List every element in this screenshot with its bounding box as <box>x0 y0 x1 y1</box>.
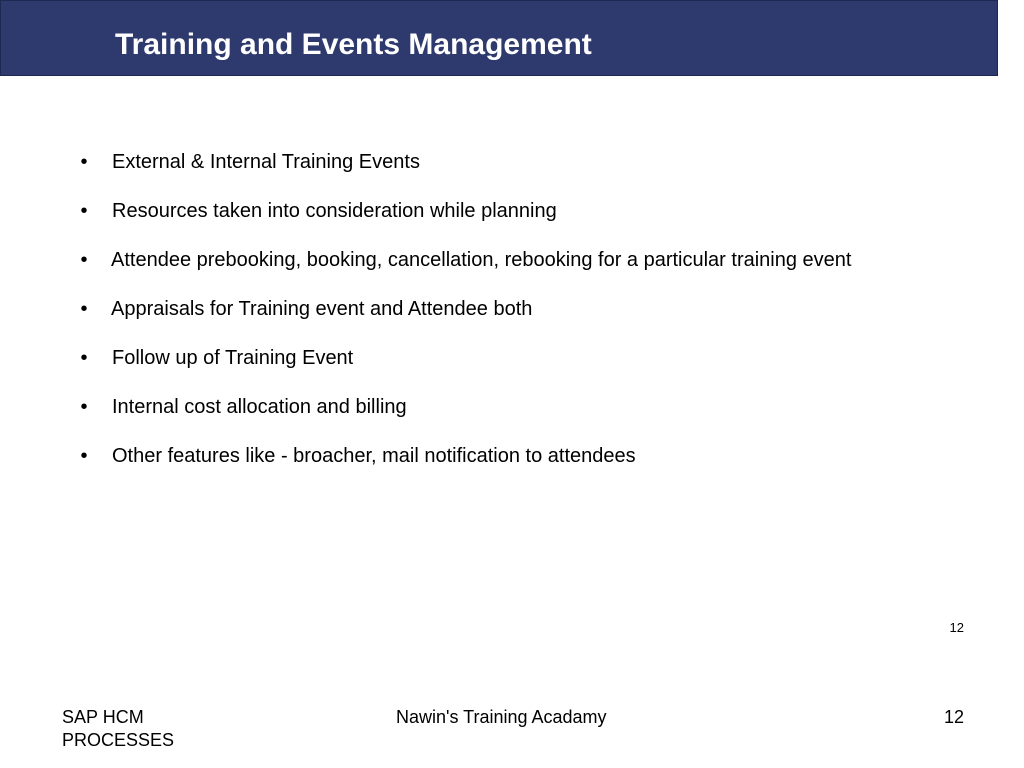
slide-number: 12 <box>949 620 964 635</box>
footer-page-number: 12 <box>943 707 964 727</box>
bullet-text: Resources taken into consideration while planning <box>112 200 557 222</box>
title-bar <box>0 0 998 76</box>
bullet-icon: • <box>80 151 88 173</box>
bullet-icon: • <box>80 396 88 418</box>
bullet-text: Other features like - broacher, mail notification to attendees <box>112 445 636 467</box>
bullet-icon: • <box>80 249 88 271</box>
bullet-text: External & Internal Training Events <box>112 151 420 173</box>
bullet-icon: • <box>80 298 88 320</box>
bullet-text: Follow up of Training Event <box>112 347 354 369</box>
bullet-icon: • <box>80 445 88 467</box>
bullet-icon: • <box>80 347 88 369</box>
footer-center-text: Nawin's Training Acadamy <box>396 707 607 727</box>
bullet-text: Attendee prebooking, booking, cancellation, rebooking for a particular training event <box>111 249 852 271</box>
footer-left-text: SAP HCM PROCESSES <box>62 707 175 750</box>
page-title: Training and Events Management <box>115 28 592 61</box>
bullet-text: Appraisals for Training event and Attendee both <box>111 298 533 320</box>
bullet-icon: • <box>80 200 88 222</box>
bullet-text: Internal cost allocation and billing <box>112 396 407 418</box>
